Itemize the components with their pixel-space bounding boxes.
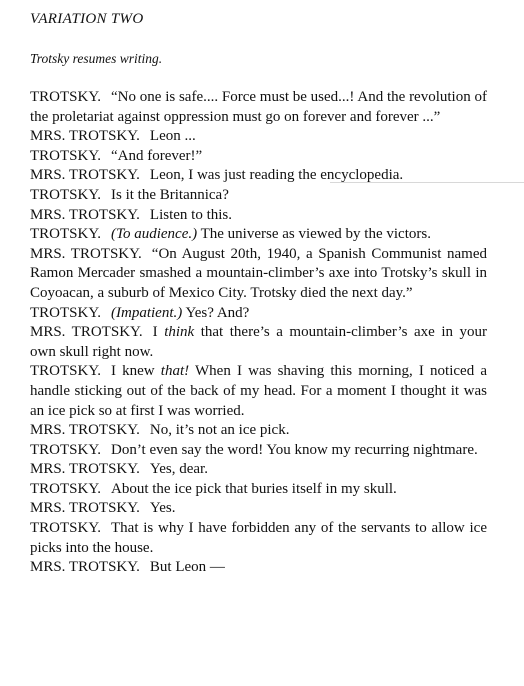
speaker-name: MRS. TROTSKY. bbox=[30, 559, 140, 576]
speaker-name: TROTSKY. bbox=[30, 226, 101, 243]
speaker-name: TROTSKY. bbox=[30, 147, 101, 164]
dialogue-line bbox=[30, 480, 487, 500]
dialogue-line bbox=[30, 147, 487, 167]
dialogue-line bbox=[30, 88, 487, 127]
dialogue-text: Don’t even say the word! You know my recurring nightmare. bbox=[111, 441, 478, 458]
dialogue-line bbox=[30, 558, 487, 578]
speaker-name: MRS. TROTSKY. bbox=[30, 128, 140, 145]
dialogue-line bbox=[30, 460, 487, 480]
speaker-name: TROTSKY. bbox=[30, 520, 101, 537]
dialogue-line bbox=[30, 519, 487, 558]
dialogue-text: I knew bbox=[111, 363, 155, 380]
dialogue-text: Leon ... bbox=[149, 128, 196, 145]
dialogue-line bbox=[30, 421, 487, 441]
dialogue-text: Leon, I was just reading the encyclopedia. bbox=[149, 167, 404, 184]
dialogue-text: “No one is safe.... Force must be used...! And the revolution of the proletariat against oppression must go on forever and forever ...” bbox=[30, 89, 487, 125]
speaker-name: TROTSKY. bbox=[30, 363, 101, 380]
speaker-name: MRS. TROTSKY. bbox=[30, 245, 142, 262]
dialogue-line bbox=[30, 206, 487, 226]
dialogue-line bbox=[30, 245, 487, 304]
dialogue-text: But Leon — bbox=[149, 559, 225, 576]
speaker-name: MRS. TROTSKY. bbox=[30, 167, 140, 184]
speaker-name: TROTSKY. bbox=[30, 480, 101, 497]
dialogue-text: About the ice pick that buries itself in my skull. bbox=[111, 480, 397, 497]
dialogue-text: When I was shaving this morning, I noticed a handle sticking out of the back of my head. For a moment I thought it was an ice pick so at first I was worried. bbox=[30, 363, 488, 419]
dialogue-text: that there’s a mountain-climber’s axe in your own skull right now. bbox=[30, 324, 488, 360]
dialogue-text: Yes. bbox=[149, 500, 176, 517]
emphasis-text: that! bbox=[160, 363, 190, 380]
section-heading: VARIATION TWO bbox=[30, 11, 144, 27]
speaker-name: MRS. TROTSKY. bbox=[30, 500, 140, 517]
speaker-name: MRS. TROTSKY. bbox=[30, 461, 140, 478]
dialogue-line bbox=[30, 127, 487, 147]
stage-direction-inline: (To audience.) bbox=[111, 226, 198, 243]
dialogue-line bbox=[30, 304, 487, 324]
stage-direction: Trotsky resumes writing. bbox=[30, 51, 163, 66]
dialogue-text: Listen to this. bbox=[149, 206, 232, 223]
dialogue-text: I bbox=[152, 324, 158, 341]
speaker-name: TROTSKY. bbox=[30, 441, 101, 458]
dialogue-line bbox=[30, 441, 487, 461]
speaker-name: TROTSKY. bbox=[30, 89, 101, 105]
dialogue-line bbox=[30, 323, 487, 362]
speaker-name: TROTSKY. bbox=[30, 304, 101, 321]
dialogue-text: “On August 20th, 1940, a Spanish Communist named Ramon Mercader smashed a mountain-climber’s axe into Trotsky’s skull in Coyoacan, a suburb of Mexico City. Trotsky died the next day.” bbox=[30, 245, 487, 301]
dialogue-line bbox=[30, 166, 487, 186]
speaker-name: MRS. TROTSKY. bbox=[30, 324, 143, 341]
dialogue-text: Is it the Britannica? bbox=[111, 186, 229, 203]
emphasis-text: think bbox=[164, 324, 195, 341]
dialogue-block bbox=[30, 88, 487, 578]
speaker-name: MRS. TROTSKY. bbox=[30, 206, 140, 223]
stage-direction-inline: (Impatient.) bbox=[111, 304, 183, 321]
speaker-name: TROTSKY. bbox=[30, 186, 101, 203]
dialogue-line bbox=[30, 499, 487, 519]
dialogue-text: Yes? And? bbox=[185, 304, 250, 321]
dialogue-line bbox=[30, 186, 487, 206]
dialogue-text: The universe as viewed by the victors. bbox=[200, 226, 431, 243]
dialogue-text: That is why I have forbidden any of the servants to allow ice picks into the house. bbox=[30, 520, 487, 556]
dialogue-line bbox=[30, 225, 487, 245]
dialogue-text: Yes, dear. bbox=[149, 461, 208, 478]
dialogue-text: “And forever!” bbox=[111, 147, 203, 164]
dialogue-text: No, it’s not an ice pick. bbox=[149, 422, 290, 439]
speaker-name: MRS. TROTSKY. bbox=[30, 422, 140, 439]
dialogue-line bbox=[30, 362, 487, 421]
